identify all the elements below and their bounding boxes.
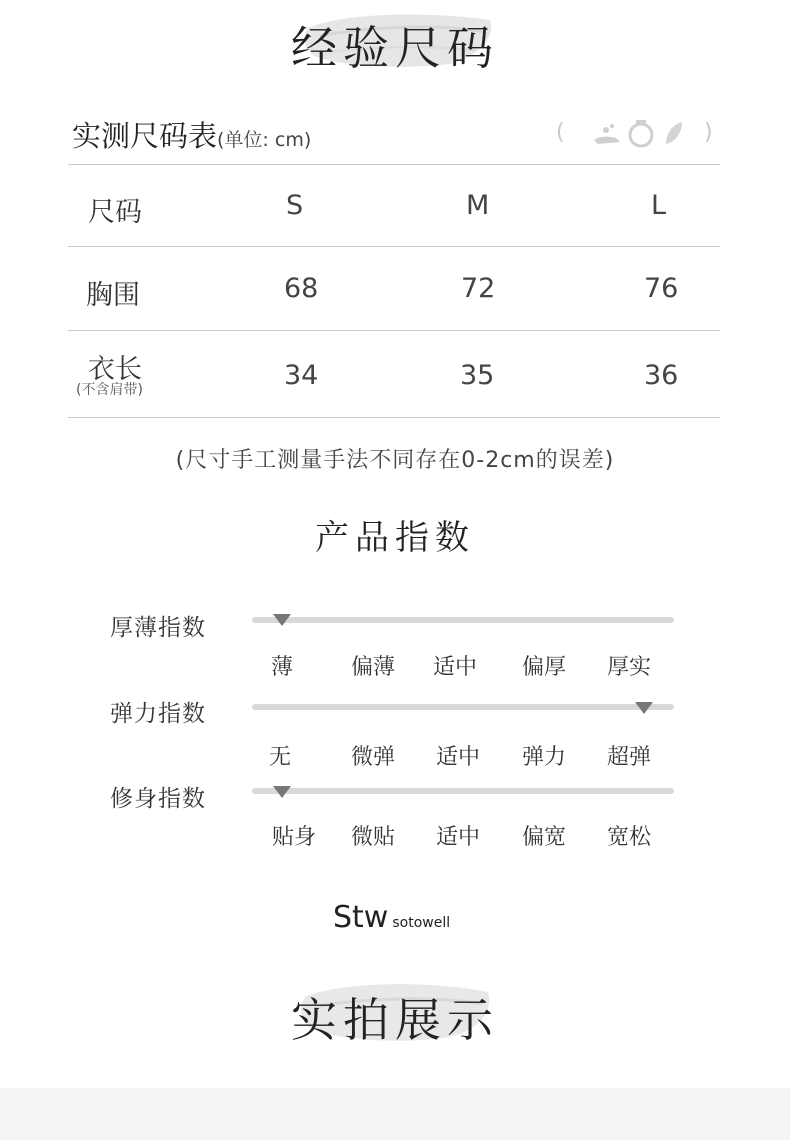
table-cell-chest-m: 72 bbox=[461, 273, 496, 304]
index-label-fit: 修身指数 bbox=[110, 786, 206, 812]
index-option: 宽松 bbox=[606, 825, 651, 850]
index-option: 弹力 bbox=[521, 745, 566, 770]
table-header-size: 尺码 bbox=[88, 197, 142, 228]
size-table-title-text: 实测尺码表 bbox=[72, 119, 218, 153]
product-index-title: 产品指数 bbox=[315, 518, 475, 558]
table-rule-top bbox=[68, 164, 720, 165]
footer-band bbox=[0, 1088, 790, 1140]
table-rule-bottom bbox=[68, 417, 720, 418]
index-label-thickness: 厚薄指数 bbox=[110, 615, 206, 641]
index-track-fit bbox=[252, 788, 674, 794]
index-option: 薄 bbox=[270, 655, 293, 680]
care-icons-group bbox=[556, 118, 718, 152]
measurement-note: (尺寸手工测量手法不同存在0-2cm的误差) bbox=[175, 448, 615, 473]
table-cell-length-l: 36 bbox=[644, 360, 679, 391]
index-option: 偏宽 bbox=[521, 825, 566, 850]
table-cell-chest-l: 76 bbox=[644, 273, 679, 304]
brand-logo-main: Stw bbox=[333, 900, 389, 935]
table-header-m: M bbox=[466, 190, 490, 221]
size-table-title bbox=[72, 114, 311, 155]
hand-wash-icon bbox=[592, 120, 622, 148]
leaf-icon bbox=[662, 120, 686, 148]
index-option: 贴身 bbox=[271, 825, 316, 850]
index-marker-elasticity bbox=[635, 702, 653, 714]
size-table-unit: (单位: cm) bbox=[217, 129, 312, 151]
table-rule-1 bbox=[68, 246, 720, 247]
index-option: 超弹 bbox=[606, 745, 651, 770]
table-cell-length-m: 35 bbox=[460, 360, 495, 391]
index-option: 微贴 bbox=[350, 825, 395, 850]
index-option: 适中 bbox=[435, 745, 480, 770]
bracket-left: ( bbox=[556, 120, 565, 145]
bottle-icon bbox=[626, 118, 656, 148]
bracket-right: ) bbox=[704, 120, 713, 145]
brand-logo-sub: sotowell bbox=[392, 915, 451, 931]
index-track-thickness bbox=[252, 617, 674, 623]
brand-logo bbox=[333, 900, 450, 935]
index-marker-thickness bbox=[273, 614, 291, 626]
index-option: 微弹 bbox=[350, 745, 395, 770]
table-header-l: L bbox=[651, 190, 667, 221]
index-track-elasticity bbox=[252, 704, 674, 710]
heading-experience-size: 经验尺码 bbox=[291, 21, 499, 75]
index-label-elasticity: 弹力指数 bbox=[110, 701, 206, 727]
table-row-chest-label: 胸围 bbox=[86, 280, 140, 311]
index-option: 无 bbox=[268, 745, 291, 770]
index-option: 偏薄 bbox=[350, 655, 395, 680]
index-marker-fit bbox=[273, 786, 291, 798]
index-option: 适中 bbox=[432, 655, 477, 680]
table-header-s: S bbox=[286, 190, 304, 221]
table-cell-length-s: 34 bbox=[284, 360, 319, 391]
table-row-length-label: 衣长 bbox=[88, 354, 142, 385]
table-rule-2 bbox=[68, 330, 720, 331]
index-option: 适中 bbox=[435, 825, 480, 850]
table-row-length-sub: (不含肩带) bbox=[76, 382, 143, 398]
index-option: 偏厚 bbox=[521, 655, 566, 680]
index-option: 厚实 bbox=[606, 655, 651, 680]
table-cell-chest-s: 68 bbox=[284, 273, 319, 304]
heading-photos: 实拍展示 bbox=[291, 993, 499, 1047]
